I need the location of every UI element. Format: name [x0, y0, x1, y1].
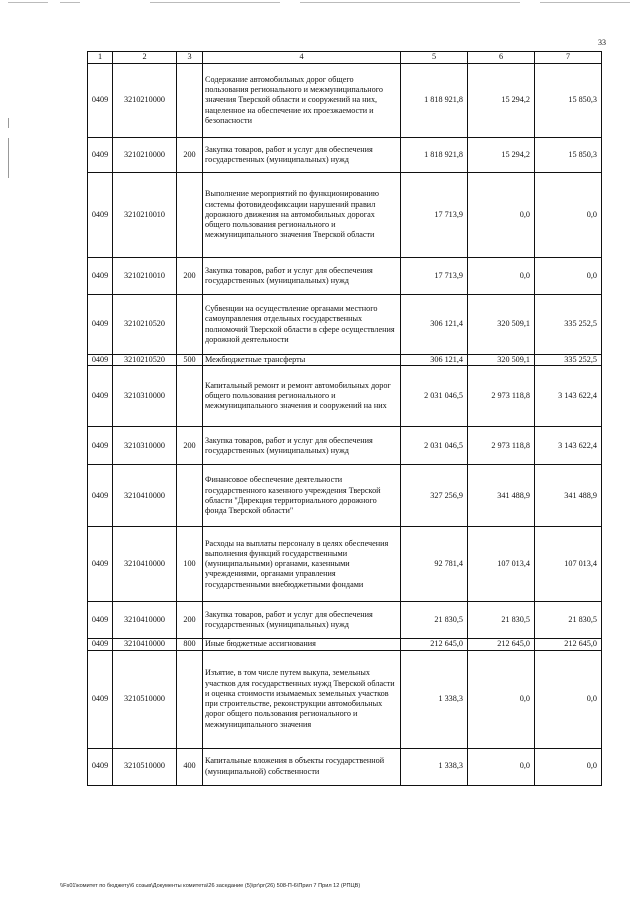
section-code-cell: 0409	[88, 258, 113, 295]
amount-cell-6: 0,0	[468, 173, 535, 258]
name-cell: Выполнение мероприятий по функционированию системы фотовидеофиксации нарушений правил дорожного движения на автомобильных дорогах общего пользования регионального и межмуниципального значения Тверской области	[203, 173, 401, 258]
scan-artifact	[8, 138, 9, 178]
name-cell: Субвенции на осуществление органами местного самоуправления отдельных государственных полномочий Тверской области в сфере осуществления дорожной деятельности	[203, 295, 401, 355]
amount-cell-6: 2 973 118,8	[468, 427, 535, 465]
amount-cell-5: 92 781,4	[401, 527, 468, 602]
table-row	[88, 366, 602, 427]
amount-cell-5: 17 713,9	[401, 173, 468, 258]
expense-type-cell: 400	[177, 748, 203, 785]
amount-cell-6: 21 830,5	[468, 602, 535, 639]
page-number: 33	[598, 38, 606, 47]
header-cell: 2	[113, 52, 177, 64]
expense-type-cell	[177, 64, 203, 138]
amount-cell-6: 320 509,1	[468, 355, 535, 366]
amount-cell-7: 3 143 622,4	[535, 427, 602, 465]
header-cell: 5	[401, 52, 468, 64]
amount-cell-7: 0,0	[535, 748, 602, 785]
name-cell: Изъятие, в том числе путем выкупа, земельных участков для государственных нужд Тверской области и оценка стоимости изымаемых земельных участков при строительстве, реконструкции автомобильных дорог общего пользования регионального и межмуниципального значения	[203, 650, 401, 748]
target-code-cell: 3210210000	[113, 138, 177, 173]
header-cell: 7	[535, 52, 602, 64]
header-cell: 4	[203, 52, 401, 64]
target-code-cell: 3210210000	[113, 64, 177, 138]
amount-cell-7: 15 850,3	[535, 64, 602, 138]
amount-cell-5: 212 645,0	[401, 639, 468, 650]
amount-cell-5: 1 818 921,8	[401, 64, 468, 138]
expense-type-cell: 500	[177, 355, 203, 366]
amount-cell-6: 15 294,2	[468, 64, 535, 138]
table-row	[88, 173, 602, 258]
amount-cell-5: 21 830,5	[401, 602, 468, 639]
name-cell: Капитальный ремонт и ремонт автомобильных дорог общего пользования регионального и межмуниципального значения и сооружений на них	[203, 366, 401, 427]
name-cell: Расходы на выплаты персоналу в целях обеспечения выполнения функций государственными (муниципальными) органами, казенными учреждениями, органами управления государственными внебюджетными фондами	[203, 527, 401, 602]
scan-artifact	[150, 2, 280, 3]
name-cell: Капитальные вложения в объекты государственной (муниципальной) собственности	[203, 748, 401, 785]
name-cell: Финансовое обеспечение деятельности государственного казенного учреждения Тверской области "Дирекция территориального дорожного фонда Тверской области"	[203, 465, 401, 527]
scan-artifact	[300, 2, 520, 3]
scan-artifact	[8, 118, 9, 128]
expense-type-cell	[177, 173, 203, 258]
expense-type-cell: 200	[177, 427, 203, 465]
target-code-cell: 3210410000	[113, 639, 177, 650]
expense-type-cell	[177, 465, 203, 527]
section-code-cell: 0409	[88, 427, 113, 465]
amount-cell-5: 306 121,4	[401, 355, 468, 366]
amount-cell-7: 21 830,5	[535, 602, 602, 639]
expense-type-cell: 200	[177, 258, 203, 295]
table-row	[88, 295, 602, 355]
section-code-cell: 0409	[88, 465, 113, 527]
target-code-cell: 3210210520	[113, 355, 177, 366]
section-code-cell: 0409	[88, 138, 113, 173]
scan-artifact	[8, 2, 48, 3]
section-code-cell: 0409	[88, 64, 113, 138]
target-code-cell: 3210310000	[113, 366, 177, 427]
table-row	[88, 64, 602, 138]
table-row	[88, 650, 602, 748]
expense-type-cell: 800	[177, 639, 203, 650]
section-code-cell: 0409	[88, 295, 113, 355]
target-code-cell: 3210410000	[113, 465, 177, 527]
table-row	[88, 748, 602, 785]
amount-cell-7: 0,0	[535, 173, 602, 258]
target-code-cell: 3210210520	[113, 295, 177, 355]
amount-cell-6: 2 973 118,8	[468, 366, 535, 427]
section-code-cell: 0409	[88, 173, 113, 258]
amount-cell-7: 335 252,5	[535, 295, 602, 355]
amount-cell-6: 0,0	[468, 650, 535, 748]
target-code-cell: 3210510000	[113, 748, 177, 785]
table-header-row	[88, 52, 602, 64]
amount-cell-6: 0,0	[468, 748, 535, 785]
target-code-cell: 3210210010	[113, 258, 177, 295]
target-code-cell: 3210310000	[113, 427, 177, 465]
amount-cell-7: 107 013,4	[535, 527, 602, 602]
budget-table	[87, 51, 602, 786]
section-code-cell: 0409	[88, 366, 113, 427]
table-row	[88, 527, 602, 602]
header-cell: 6	[468, 52, 535, 64]
table-row	[88, 427, 602, 465]
table-row	[88, 355, 602, 366]
amount-cell-7: 335 252,5	[535, 355, 602, 366]
amount-cell-7: 15 850,3	[535, 138, 602, 173]
section-code-cell: 0409	[88, 748, 113, 785]
section-code-cell: 0409	[88, 602, 113, 639]
expense-type-cell: 200	[177, 138, 203, 173]
name-cell: Закупка товаров, работ и услуг для обеспечения государственных (муниципальных) нужд	[203, 602, 401, 639]
section-code-cell: 0409	[88, 650, 113, 748]
header-cell: 3	[177, 52, 203, 64]
amount-cell-6: 15 294,2	[468, 138, 535, 173]
section-code-cell: 0409	[88, 639, 113, 650]
amount-cell-5: 1 338,3	[401, 650, 468, 748]
target-code-cell: 3210510000	[113, 650, 177, 748]
scan-artifact	[60, 2, 80, 3]
amount-cell-5: 1 818 921,8	[401, 138, 468, 173]
amount-cell-7: 0,0	[535, 650, 602, 748]
amount-cell-7: 3 143 622,4	[535, 366, 602, 427]
expense-type-cell: 200	[177, 602, 203, 639]
target-code-cell: 3210410000	[113, 602, 177, 639]
name-cell: Закупка товаров, работ и услуг для обеспечения государственных (муниципальных) нужд	[203, 427, 401, 465]
amount-cell-5: 2 031 046,5	[401, 366, 468, 427]
table-row	[88, 639, 602, 650]
expense-type-cell	[177, 295, 203, 355]
amount-cell-7: 341 488,9	[535, 465, 602, 527]
amount-cell-6: 341 488,9	[468, 465, 535, 527]
name-cell: Содержание автомобильных дорог общего пользования регионального и межмуниципального значения Тверской области и сооружений на них, нацеленное на обеспечение их проезжаемости и безопасности	[203, 64, 401, 138]
amount-cell-6: 0,0	[468, 258, 535, 295]
amount-cell-5: 327 256,9	[401, 465, 468, 527]
target-code-cell: 3210410000	[113, 527, 177, 602]
expense-type-cell: 100	[177, 527, 203, 602]
amount-cell-6: 212 645,0	[468, 639, 535, 650]
name-cell: Межбюджетные трансферты	[203, 355, 401, 366]
table-row	[88, 465, 602, 527]
target-code-cell: 3210210010	[113, 173, 177, 258]
header-cell: 1	[88, 52, 113, 64]
amount-cell-5: 306 121,4	[401, 295, 468, 355]
amount-cell-6: 107 013,4	[468, 527, 535, 602]
table-row	[88, 602, 602, 639]
expense-type-cell	[177, 650, 203, 748]
table-row	[88, 138, 602, 173]
amount-cell-6: 320 509,1	[468, 295, 535, 355]
amount-cell-5: 1 338,3	[401, 748, 468, 785]
scan-artifact	[540, 2, 630, 3]
name-cell: Закупка товаров, работ и услуг для обеспечения государственных (муниципальных) нужд	[203, 138, 401, 173]
file-path-footer: \\Fs01\комитет по бюджету\6 созыв\Документы комитета\26 заседание (5)\рг\рг(26) 508-П-6\Прил 7 Прил 12 (РПЦВ)	[60, 883, 361, 889]
section-code-cell: 0409	[88, 527, 113, 602]
amount-cell-7: 212 645,0	[535, 639, 602, 650]
section-code-cell: 0409	[88, 355, 113, 366]
expense-type-cell	[177, 366, 203, 427]
name-cell: Иные бюджетные ассигнования	[203, 639, 401, 650]
name-cell: Закупка товаров, работ и услуг для обеспечения государственных (муниципальных) нужд	[203, 258, 401, 295]
table-row	[88, 258, 602, 295]
amount-cell-7: 0,0	[535, 258, 602, 295]
amount-cell-5: 17 713,9	[401, 258, 468, 295]
amount-cell-5: 2 031 046,5	[401, 427, 468, 465]
